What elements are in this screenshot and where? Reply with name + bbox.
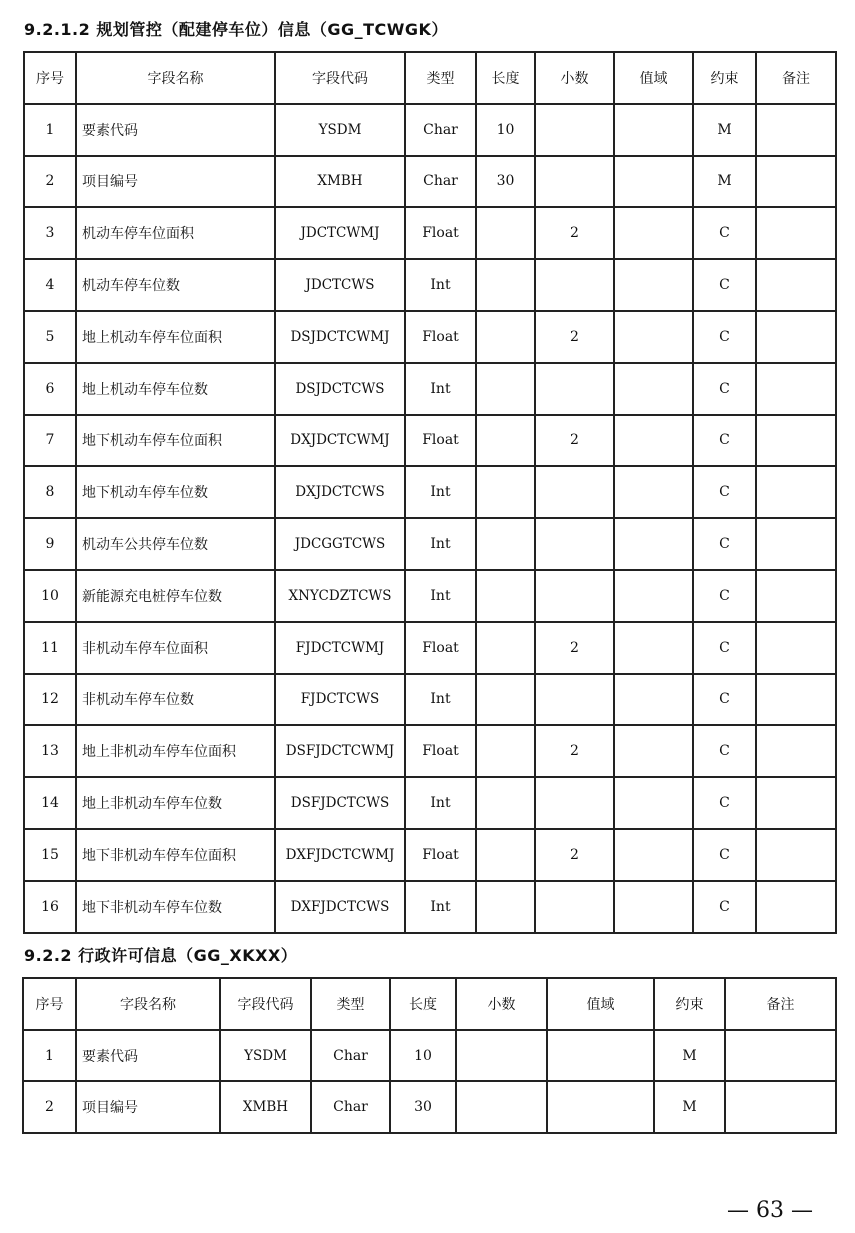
table-row: [24, 466, 836, 518]
cell-length: [476, 466, 535, 518]
cell-domain: [614, 622, 693, 674]
field-table-tcwgk: [23, 51, 837, 934]
cell-field-name: 非机动车停车位数: [76, 674, 275, 726]
cell-decimal: [535, 881, 614, 933]
cell-type: Float: [405, 207, 476, 259]
cell-type: Char: [405, 104, 476, 156]
header-index: 序号: [24, 52, 76, 104]
table-row: [24, 156, 836, 208]
cell-constraint: C: [693, 415, 756, 467]
cell-remark: [756, 829, 836, 881]
cell-decimal: [535, 777, 614, 829]
table-row: [24, 674, 836, 726]
header-constraint: 约束: [654, 978, 725, 1030]
cell-field-code: FJDCTCWS: [275, 674, 405, 726]
cell-constraint: C: [693, 674, 756, 726]
header-length: 长度: [390, 978, 456, 1030]
cell-domain: [614, 363, 693, 415]
cell-decimal: 2: [535, 311, 614, 363]
section-title: 9.2.1.2 规划管控（配建停车位）信息（GG_TCWGK）: [24, 20, 448, 39]
cell-length: [476, 207, 535, 259]
cell-type: Int: [405, 777, 476, 829]
cell-type: Int: [405, 570, 476, 622]
cell-field-code: DXJDCTCWS: [275, 466, 405, 518]
cell-index: 15: [24, 829, 76, 881]
cell-length: 10: [476, 104, 535, 156]
table-row: [24, 570, 836, 622]
table-row: [24, 829, 836, 881]
cell-index: 8: [24, 466, 76, 518]
page-number: — 63 —: [727, 1198, 813, 1223]
header-remark: 备注: [756, 52, 836, 104]
cell-decimal: [456, 1030, 547, 1082]
cell-field-code: DXFJDCTCWMJ: [275, 829, 405, 881]
cell-index: 3: [24, 207, 76, 259]
header-type: 类型: [311, 978, 390, 1030]
cell-constraint: C: [693, 466, 756, 518]
cell-constraint: C: [693, 207, 756, 259]
cell-field-name: 项目编号: [76, 156, 275, 208]
cell-length: [476, 881, 535, 933]
cell-remark: [756, 725, 836, 777]
cell-domain: [614, 207, 693, 259]
table-row: [24, 363, 836, 415]
header-remark: 备注: [725, 978, 836, 1030]
cell-type: Float: [405, 829, 476, 881]
cell-field-code: XNYCDZTCWS: [275, 570, 405, 622]
cell-constraint: M: [693, 156, 756, 208]
cell-type: Int: [405, 466, 476, 518]
cell-index: 16: [24, 881, 76, 933]
cell-decimal: [535, 674, 614, 726]
cell-field-name: 地下机动车停车位面积: [76, 415, 275, 467]
cell-constraint: C: [693, 570, 756, 622]
cell-decimal: [535, 363, 614, 415]
header-field-name: 字段名称: [76, 52, 275, 104]
header-constraint: 约束: [693, 52, 756, 104]
cell-field-code: XMBH: [220, 1081, 311, 1133]
table-body: [24, 104, 836, 933]
header-type: 类型: [405, 52, 476, 104]
cell-length: [476, 415, 535, 467]
header-decimal: 小数: [456, 978, 547, 1030]
cell-index: 7: [24, 415, 76, 467]
cell-decimal: [535, 156, 614, 208]
cell-domain: [614, 829, 693, 881]
cell-domain: [614, 466, 693, 518]
table-row: [24, 777, 836, 829]
cell-decimal: 2: [535, 207, 614, 259]
cell-field-code: JDCGGTCWS: [275, 518, 405, 570]
cell-field-name: 机动车停车位面积: [76, 207, 275, 259]
cell-remark: [756, 104, 836, 156]
cell-decimal: 2: [535, 622, 614, 674]
cell-remark: [756, 259, 836, 311]
cell-constraint: C: [693, 518, 756, 570]
cell-remark: [756, 674, 836, 726]
table-row: [24, 518, 836, 570]
cell-remark: [725, 1030, 836, 1082]
header-field-code: 字段代码: [220, 978, 311, 1030]
cell-domain: [614, 518, 693, 570]
cell-length: [476, 725, 535, 777]
cell-remark: [756, 881, 836, 933]
cell-field-name: 新能源充电桩停车位数: [76, 570, 275, 622]
cell-index: 4: [24, 259, 76, 311]
cell-length: 10: [390, 1030, 456, 1082]
cell-remark: [756, 207, 836, 259]
cell-field-code: DSFJDCTCWS: [275, 777, 405, 829]
table-row: [24, 881, 836, 933]
cell-field-code: FJDCTCWMJ: [275, 622, 405, 674]
cell-length: [476, 829, 535, 881]
cell-index: 14: [24, 777, 76, 829]
cell-field-code: YSDM: [275, 104, 405, 156]
cell-type: Float: [405, 311, 476, 363]
cell-domain: [614, 725, 693, 777]
cell-remark: [756, 777, 836, 829]
table-row: [24, 415, 836, 467]
header-domain: 值域: [614, 52, 693, 104]
cell-remark: [756, 622, 836, 674]
section-title: 9.2.2 行政许可信息（GG_XKXX）: [24, 946, 298, 965]
cell-decimal: 2: [535, 725, 614, 777]
cell-field-name: 地上机动车停车位面积: [76, 311, 275, 363]
header-domain: 值域: [547, 978, 654, 1030]
table-row: [24, 622, 836, 674]
cell-index: 1: [23, 1030, 76, 1082]
cell-decimal: [535, 570, 614, 622]
cell-field-code: JDCTCWMJ: [275, 207, 405, 259]
cell-field-name: 地下机动车停车位数: [76, 466, 275, 518]
cell-index: 13: [24, 725, 76, 777]
cell-length: [476, 518, 535, 570]
cell-type: Int: [405, 881, 476, 933]
cell-type: Int: [405, 518, 476, 570]
cell-field-name: 地上非机动车停车位数: [76, 777, 275, 829]
cell-remark: [756, 363, 836, 415]
cell-type: Char: [311, 1030, 390, 1082]
cell-constraint: C: [693, 881, 756, 933]
cell-index: 10: [24, 570, 76, 622]
cell-field-name: 机动车停车位数: [76, 259, 275, 311]
cell-type: Int: [405, 259, 476, 311]
header-field-code: 字段代码: [275, 52, 405, 104]
cell-constraint: M: [654, 1030, 725, 1082]
cell-field-name: 地上非机动车停车位面积: [76, 725, 275, 777]
table-row: [24, 207, 836, 259]
cell-domain: [614, 777, 693, 829]
cell-constraint: C: [693, 259, 756, 311]
cell-field-code: DSFJDCTCWMJ: [275, 725, 405, 777]
cell-field-code: DXJDCTCWMJ: [275, 415, 405, 467]
cell-field-name: 地下非机动车停车位数: [76, 881, 275, 933]
cell-index: 9: [24, 518, 76, 570]
cell-constraint: C: [693, 725, 756, 777]
cell-constraint: C: [693, 311, 756, 363]
cell-domain: [547, 1030, 654, 1082]
cell-field-name: 地下非机动车停车位面积: [76, 829, 275, 881]
cell-field-code: DXFJDCTCWS: [275, 881, 405, 933]
cell-length: 30: [390, 1081, 456, 1133]
cell-type: Char: [311, 1081, 390, 1133]
table-row: [24, 725, 836, 777]
header-decimal: 小数: [535, 52, 614, 104]
header-index: 序号: [23, 978, 76, 1030]
table-row: [23, 1030, 836, 1082]
cell-decimal: [535, 259, 614, 311]
cell-decimal: [535, 466, 614, 518]
cell-length: [476, 674, 535, 726]
cell-constraint: C: [693, 363, 756, 415]
cell-type: Char: [405, 156, 476, 208]
cell-index: 12: [24, 674, 76, 726]
cell-length: [476, 311, 535, 363]
table-row: [24, 104, 836, 156]
table-header-row: [24, 52, 836, 104]
cell-length: 30: [476, 156, 535, 208]
cell-length: [476, 777, 535, 829]
table-header-row: [23, 978, 836, 1030]
cell-index: 6: [24, 363, 76, 415]
cell-remark: [756, 518, 836, 570]
cell-remark: [725, 1081, 836, 1133]
cell-type: Int: [405, 674, 476, 726]
cell-decimal: 2: [535, 415, 614, 467]
cell-field-name: 要素代码: [76, 1030, 220, 1082]
cell-domain: [547, 1081, 654, 1133]
cell-index: 11: [24, 622, 76, 674]
cell-field-name: 要素代码: [76, 104, 275, 156]
cell-remark: [756, 156, 836, 208]
cell-decimal: [456, 1081, 547, 1133]
cell-length: [476, 570, 535, 622]
cell-index: 1: [24, 104, 76, 156]
cell-index: 2: [23, 1081, 76, 1133]
cell-length: [476, 259, 535, 311]
cell-type: Float: [405, 622, 476, 674]
cell-remark: [756, 570, 836, 622]
cell-constraint: C: [693, 829, 756, 881]
field-table-xkxx: [22, 977, 837, 1134]
cell-constraint: M: [693, 104, 756, 156]
header-length: 长度: [476, 52, 535, 104]
cell-decimal: [535, 518, 614, 570]
cell-field-name: 项目编号: [76, 1081, 220, 1133]
cell-domain: [614, 674, 693, 726]
cell-index: 2: [24, 156, 76, 208]
cell-remark: [756, 415, 836, 467]
cell-field-code: JDCTCWS: [275, 259, 405, 311]
cell-decimal: [535, 104, 614, 156]
table-row: [24, 259, 836, 311]
cell-domain: [614, 259, 693, 311]
table-row: [24, 311, 836, 363]
cell-field-name: 机动车公共停车位数: [76, 518, 275, 570]
cell-domain: [614, 415, 693, 467]
table-body: [23, 1030, 836, 1133]
cell-type: Int: [405, 363, 476, 415]
cell-index: 5: [24, 311, 76, 363]
cell-field-name: 非机动车停车位面积: [76, 622, 275, 674]
cell-remark: [756, 311, 836, 363]
cell-field-code: DSJDCTCWS: [275, 363, 405, 415]
cell-decimal: 2: [535, 829, 614, 881]
cell-type: Float: [405, 725, 476, 777]
cell-constraint: M: [654, 1081, 725, 1133]
cell-field-code: YSDM: [220, 1030, 311, 1082]
cell-type: Float: [405, 415, 476, 467]
header-field-name: 字段名称: [76, 978, 220, 1030]
cell-field-code: DSJDCTCWMJ: [275, 311, 405, 363]
cell-domain: [614, 104, 693, 156]
cell-constraint: C: [693, 622, 756, 674]
cell-field-name: 地上机动车停车位数: [76, 363, 275, 415]
cell-field-code: XMBH: [275, 156, 405, 208]
cell-remark: [756, 466, 836, 518]
cell-domain: [614, 156, 693, 208]
cell-length: [476, 363, 535, 415]
cell-constraint: C: [693, 777, 756, 829]
cell-domain: [614, 570, 693, 622]
cell-length: [476, 622, 535, 674]
table-row: [23, 1081, 836, 1133]
cell-domain: [614, 881, 693, 933]
cell-domain: [614, 311, 693, 363]
